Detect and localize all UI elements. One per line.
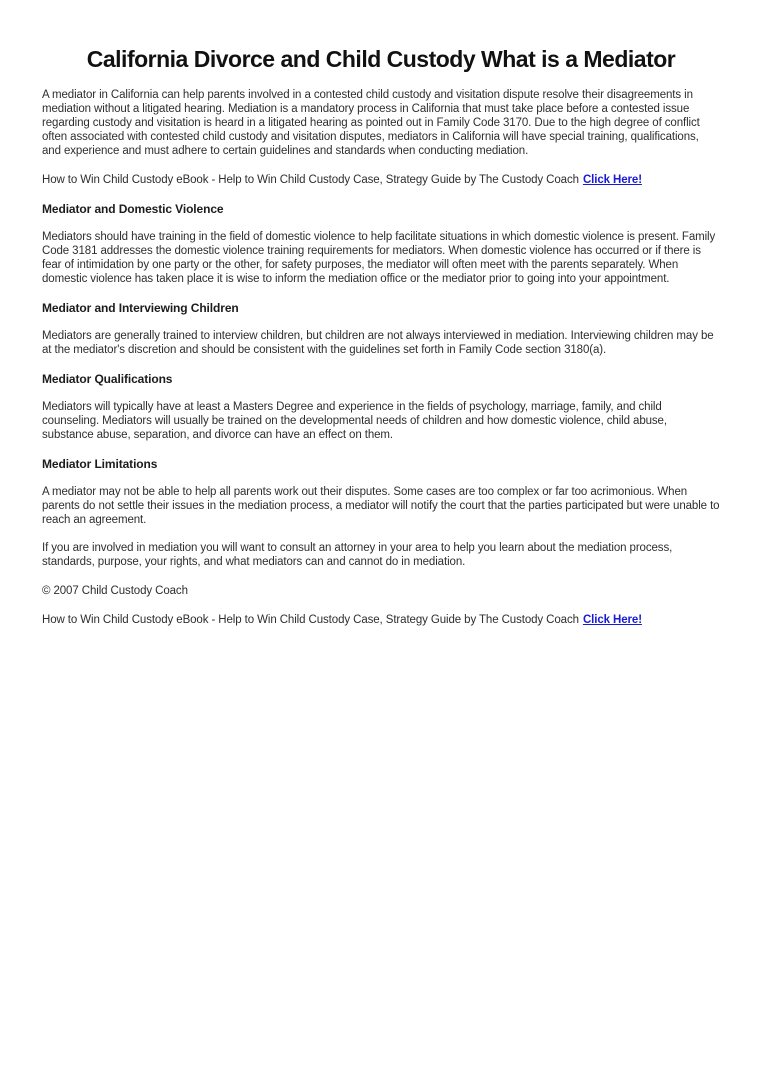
intro-paragraph: A mediator in California can help parents involved in a contested child custody and visitation dispute resolve their disagreements in mediation without a litigated hearing. Mediation is a mandatory process in California that must take place before a contested issue regarding custody and visitation is heard in a litigated hearing as pointed out in Family Code 3170. Due to the high degree of conflict often associated with contested child custody and visitation disputes, mediators in California will have special training, qualifications, and experience and must adhere to certain guidelines and standards when conducting mediation. bbox=[42, 89, 700, 157]
click-here-link-top[interactable]: Click Here! bbox=[582, 174, 642, 186]
section-heading-qualifications: Mediator Qualifications bbox=[42, 372, 173, 386]
ebook-promo-line-bottom bbox=[42, 613, 720, 627]
ebook-promo-text: How to Win Child Custody eBook - Help to Win Child Custody Case, Strategy Guide by The Custody Coach bbox=[42, 614, 579, 626]
section-heading-domestic-violence: Mediator and Domestic Violence bbox=[42, 202, 224, 216]
section-heading-interviewing-children: Mediator and Interviewing Children bbox=[42, 301, 239, 315]
ebook-promo-text: How to Win Child Custody eBook - Help to Win Child Custody Case, Strategy Guide by The Custody Coach bbox=[42, 174, 579, 186]
ebook-promo-line-top bbox=[42, 173, 720, 187]
copyright-line: © 2007 Child Custody Coach bbox=[42, 585, 188, 597]
section-paragraph-interviewing-children: Mediators are generally trained to interview children, but children are not always interviewed in mediation. Interviewing children may be at the mediator's discretion and should be consistent with the guidelines set forth in Family Code section 3180(a). bbox=[42, 330, 714, 356]
closing-paragraph: If you are involved in mediation you will want to consult an attorney in your area to help you learn about the mediation process, standards, purpose, your rights, and what mediators can and cannot do in mediation. bbox=[42, 542, 673, 568]
section-paragraph-limitations: A mediator may not be able to help all parents work out their disputes. Some cases are too complex or far too acrimonious. When parents do not settle their issues in the mediation process, a mediator will notify the court that the parties participated but were unable to reach an agreement. bbox=[42, 486, 720, 526]
click-here-link-bottom[interactable]: Click Here! bbox=[582, 614, 642, 626]
page-title: California Divorce and Child Custody What is a Mediator bbox=[86, 46, 676, 72]
section-paragraph-qualifications: Mediators will typically have at least a Masters Degree and experience in the fields of psychology, marriage, family, and child counseling. Mediators will usually be trained on the developmental needs of children and how domestic violence, child abuse, substance abuse, separation, and divorce can have an effect on them. bbox=[42, 401, 667, 441]
document-content bbox=[0, 44, 768, 627]
section-paragraph-domestic-violence: Mediators should have training in the field of domestic violence to help facilitate situations in which domestic violence is present. Family Code 3181 addresses the domestic violence training requirements for mediators. When domestic violence has occurred or if there is fear of intimidation by one party or the other, for safety purposes, the mediator will often meet with the parents separately. When domestic violence has taken place it is wise to inform the mediation office or the mediator prior to going into your appointment. bbox=[42, 231, 716, 285]
section-heading-limitations: Mediator Limitations bbox=[42, 457, 158, 471]
